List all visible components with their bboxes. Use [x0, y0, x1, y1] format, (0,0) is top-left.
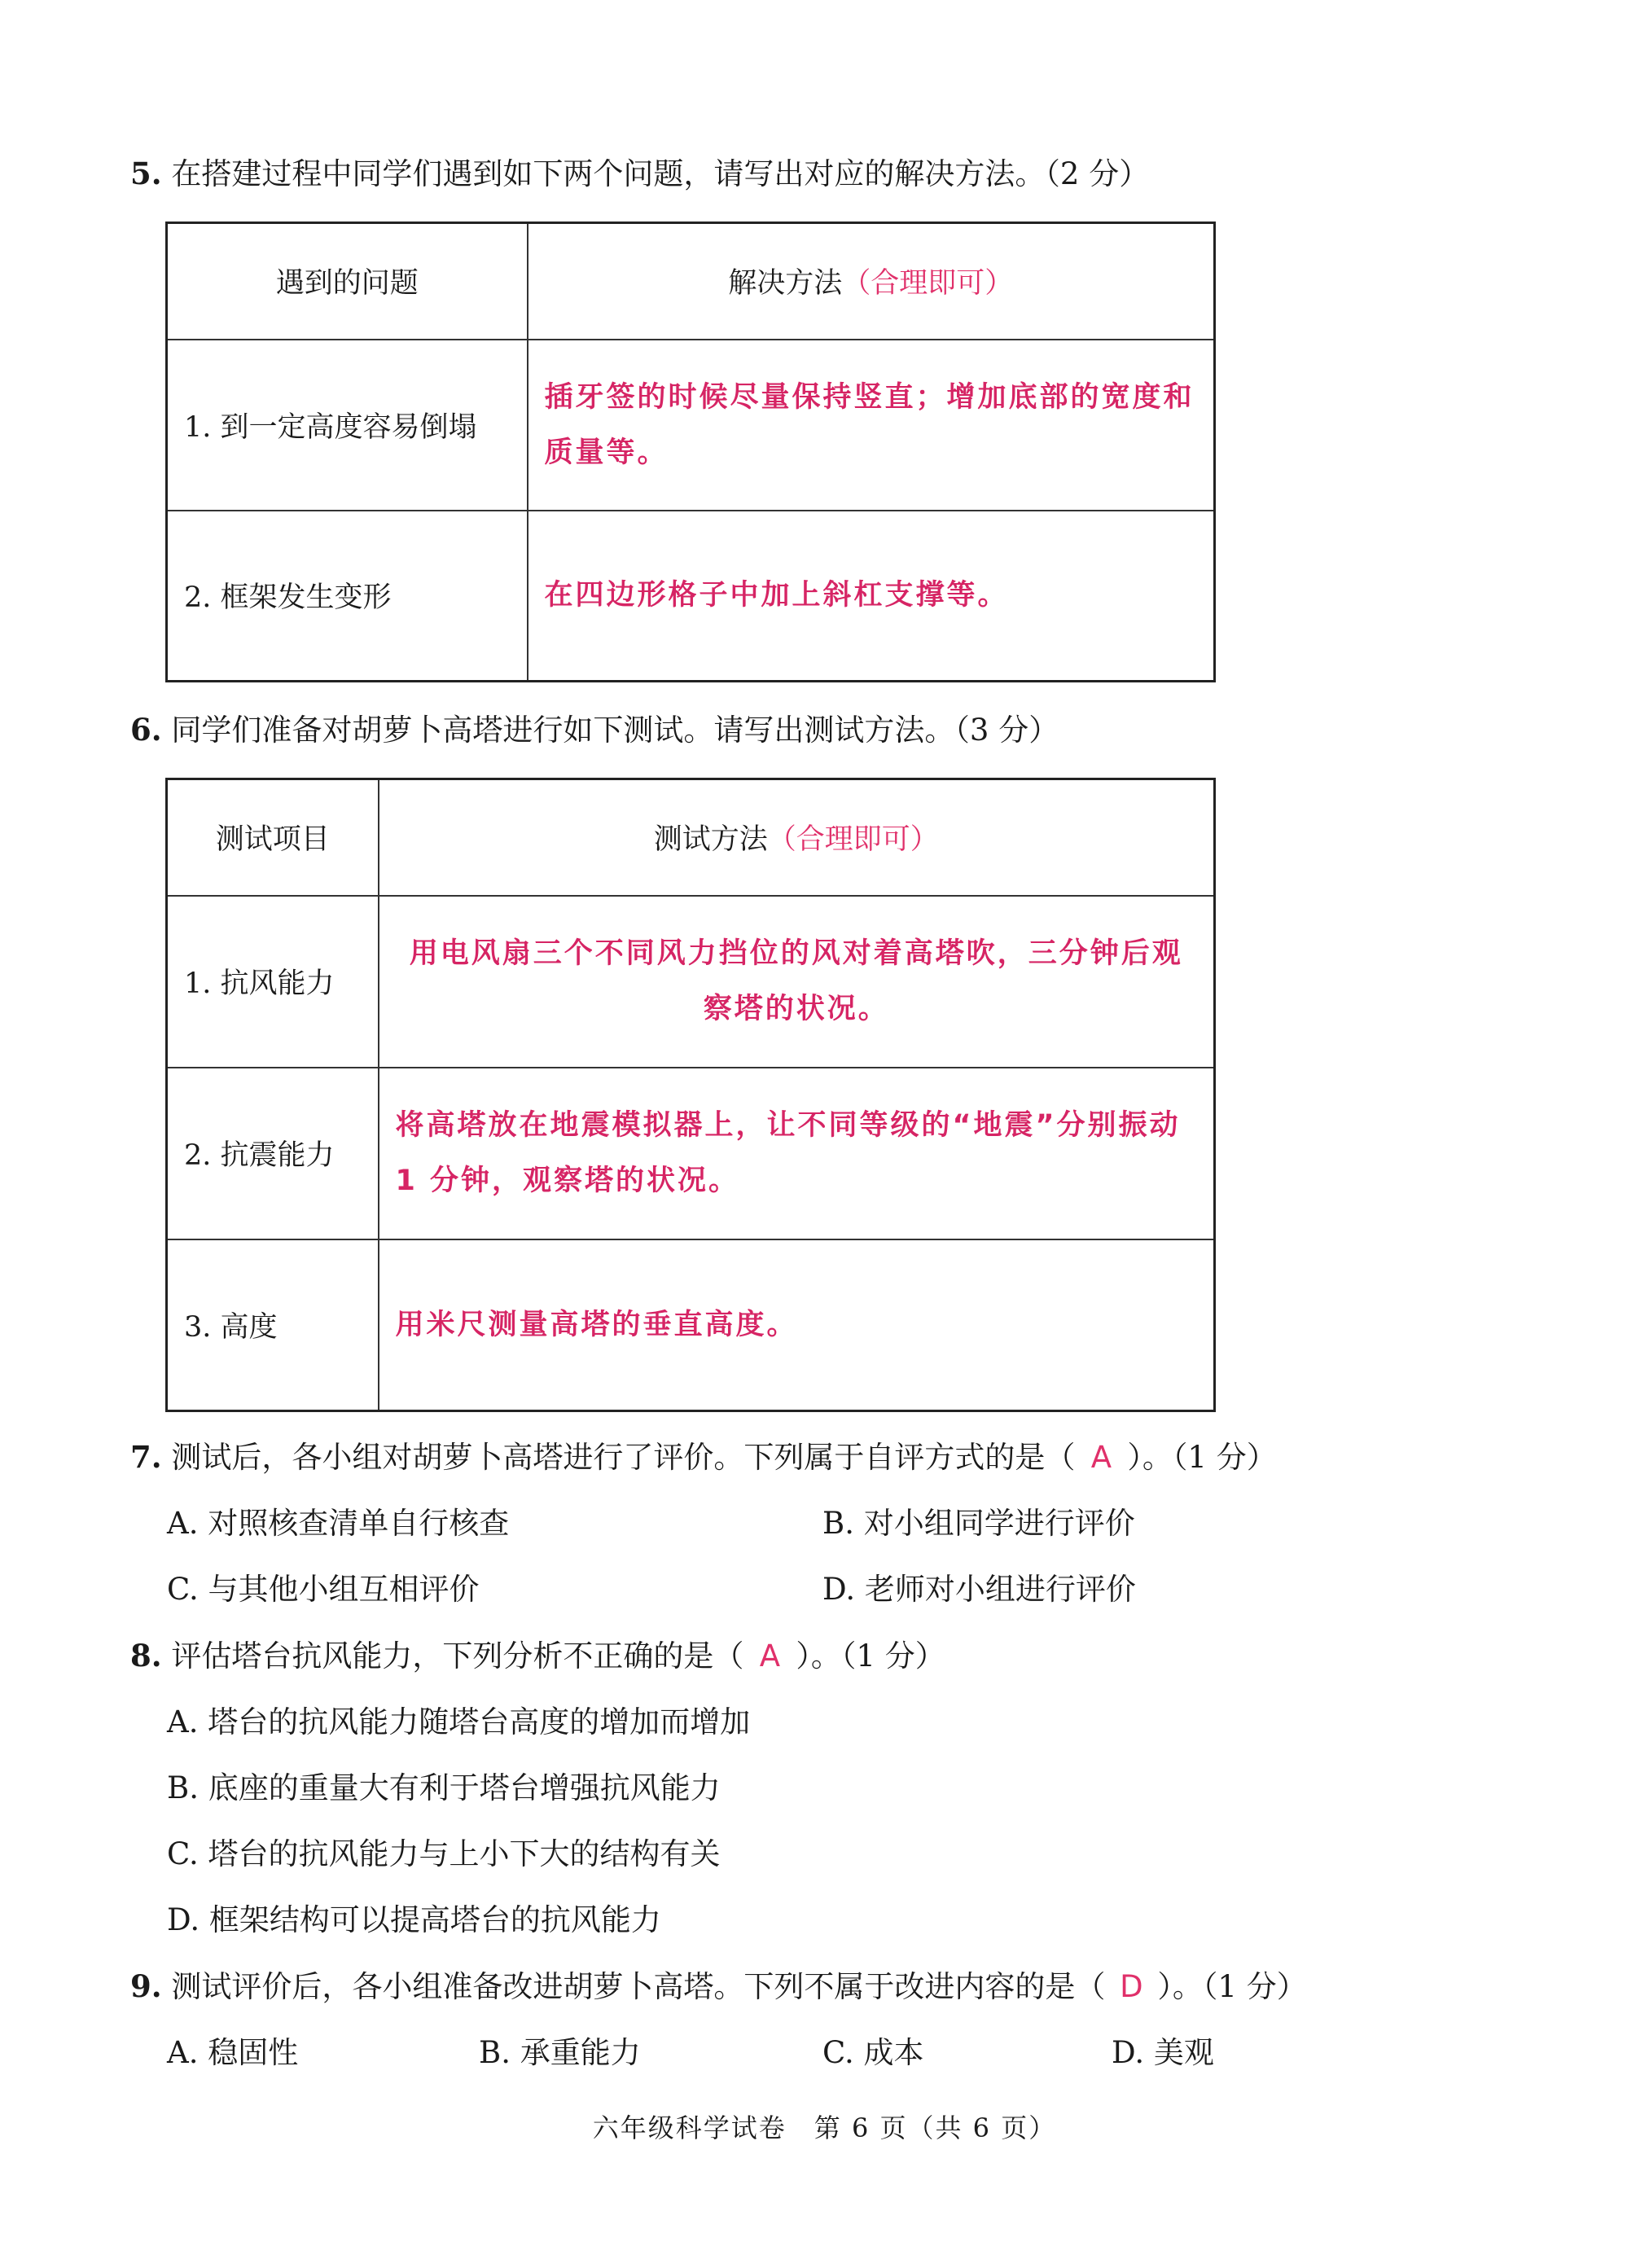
option-d: D. 老师对小组进行评价	[822, 1572, 1136, 1607]
question-text-before: 测试后，各小组对胡萝卜高塔进行了评价。下列属于自评方式的是（	[171, 1440, 1076, 1475]
question-text: 在搭建过程中同学们遇到如下两个问题，请写出对应的解决方法。（2 分）	[171, 156, 1150, 191]
question-number: 5.	[130, 156, 162, 191]
method-cell: 将高塔放在地震模拟器上，让不同等级的“地震”分别振动 1 分钟，观察塔的状况。	[379, 1068, 1215, 1239]
option-c: C. 成本	[822, 2035, 924, 2070]
question-6	[130, 711, 1059, 749]
option-d: D. 框架结构可以提高塔台的抗风能力	[167, 1902, 661, 1937]
problem-cell: 1. 到一定高度容易倒塌	[167, 340, 528, 511]
option-b: B. 底座的重量大有利于塔台增强抗风能力	[167, 1770, 721, 1805]
page-footer: 六年级科学试卷 第 6 页（共 6 页）	[592, 2112, 1057, 2143]
option-d: D. 美观	[1112, 2035, 1214, 2070]
item-cell: 1. 抗风能力	[167, 896, 379, 1068]
answer-mark: A	[1090, 1440, 1112, 1475]
question-text-after: ）。（1 分）	[796, 1638, 945, 1674]
header-problem: 遇到的问题	[167, 223, 528, 340]
option-b: B. 对小组同学进行评价	[822, 1506, 1135, 1541]
header-method: 测试方法（合理即可）	[379, 779, 1215, 896]
option-b: B. 承重能力	[479, 2035, 641, 2070]
solution-cell: 插牙签的时候尽量保持竖直；增加底部的宽度和质量等。	[528, 340, 1215, 511]
question-number: 6.	[130, 712, 162, 748]
question-number: 7.	[130, 1439, 162, 1475]
header-hint: （合理即可）	[842, 267, 1014, 300]
answer-mark: A	[759, 1638, 781, 1674]
answer-mark: D	[1120, 1969, 1143, 2004]
question-8	[130, 1637, 945, 1675]
option-a: A. 塔台的抗风能力随塔台高度的增加而增加	[167, 1704, 751, 1739]
q5-table	[165, 222, 1216, 682]
method-cell: 用米尺测量高塔的垂直高度。	[379, 1239, 1215, 1411]
problem-cell: 2. 框架发生变形	[167, 511, 528, 682]
question-5	[130, 155, 1149, 193]
header-solution: 解决方法（合理即可）	[528, 223, 1215, 340]
question-number: 9.	[130, 1968, 162, 2004]
option-c: C. 与其他小组互相评价	[167, 1572, 480, 1607]
question-9	[130, 1968, 1307, 2006]
header-hint: （合理即可）	[767, 823, 939, 857]
solution-cell: 在四边形格子中加上斜杠支撑等。	[528, 511, 1215, 682]
q6-table	[165, 778, 1216, 1412]
question-text-before: 评估塔台抗风能力，下列分析不正确的是（	[171, 1638, 744, 1674]
question-7	[130, 1438, 1277, 1476]
option-c: C. 塔台的抗风能力与上小下大的结构有关	[167, 1836, 721, 1871]
question-text-after: ）。（1 分）	[1127, 1440, 1277, 1475]
question-number: 8.	[130, 1638, 162, 1674]
method-cell: 用电风扇三个不同风力挡位的风对着高塔吹，三分钟后观察塔的状况。	[379, 896, 1215, 1068]
question-text: 同学们准备对胡萝卜高塔进行如下测试。请写出测试方法。（3 分）	[171, 713, 1059, 748]
item-cell: 3. 高度	[167, 1239, 379, 1411]
option-a: A. 稳固性	[167, 2035, 299, 2070]
question-text-before: 测试评价后，各小组准备改进胡萝卜高塔。下列不属于改进内容的是（	[171, 1969, 1106, 2004]
header-item: 测试项目	[167, 779, 379, 896]
item-cell: 2. 抗震能力	[167, 1068, 379, 1239]
question-text-after: ）。（1 分）	[1157, 1969, 1307, 2004]
option-a: A. 对照核查清单自行核查	[167, 1506, 510, 1541]
